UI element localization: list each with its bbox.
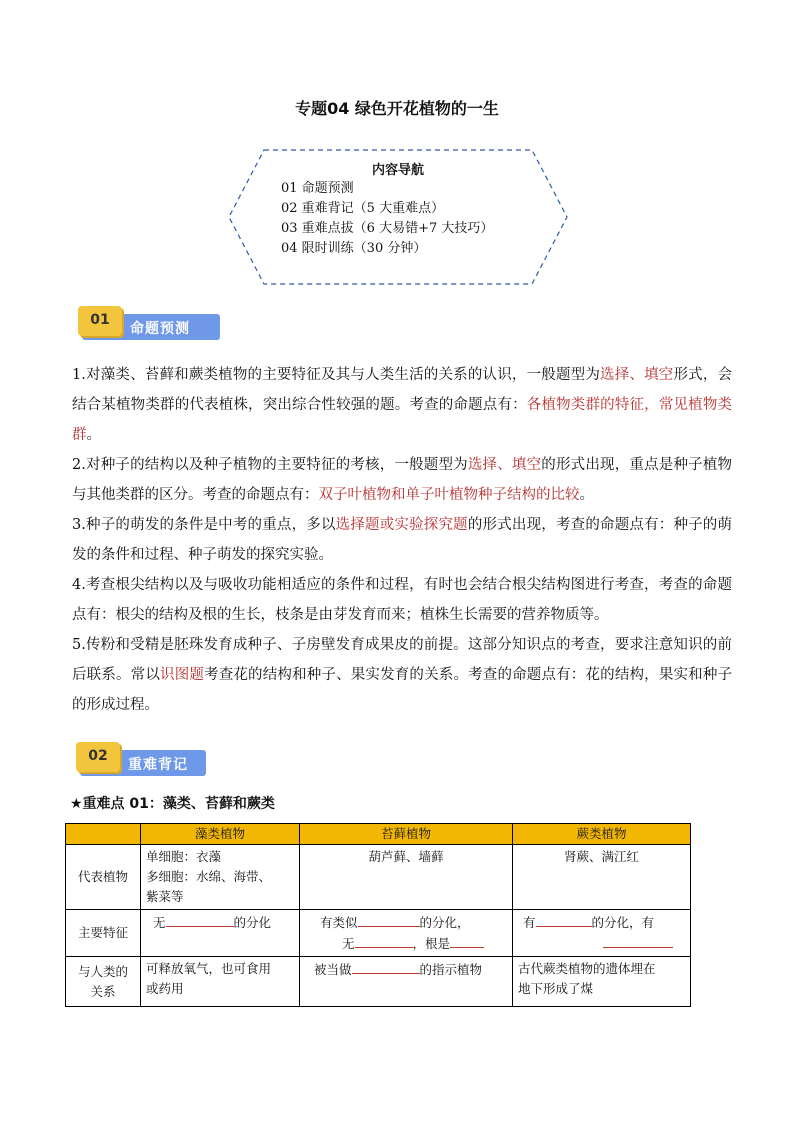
table-cell: 可释放氧气，也可食用 或药用 xyxy=(141,957,300,1007)
paragraph-2: 2.对种子的结构以及种子植物的主要特征的考核，一般题型为选择、填空的形式出现，重点是种子植物与其他类群的区分。考查的命题点有：双子叶植物和单子叶植物种子结构的比较。 xyxy=(72,457,733,503)
nav-item[interactable]: 04 限时训练（30 分钟） xyxy=(281,241,427,256)
section-number: 01 xyxy=(90,312,110,328)
section-label: 重难背记 xyxy=(128,757,188,773)
nav-item[interactable]: 02 重难背记（5 大重难点） xyxy=(281,201,445,216)
page-title: 专题04 绿色开花植物的一生 xyxy=(295,99,499,118)
answer-blank[interactable] xyxy=(536,912,592,927)
table-row xyxy=(66,957,691,1007)
table-cell: 单细胞：衣藻 多细胞：水绵、海带、 紫菜等 xyxy=(141,845,300,910)
plant-comparison-table xyxy=(65,823,691,1007)
table-header-row xyxy=(66,824,691,845)
nav-item[interactable]: 01 命题预测 xyxy=(281,181,354,196)
answer-blank[interactable] xyxy=(352,959,420,974)
table-cell: 葫芦藓、墙藓 xyxy=(300,845,513,910)
table-cell: 有 的分化，有 xyxy=(513,910,691,957)
row-label: 代表植物 xyxy=(66,845,141,910)
nav-list xyxy=(281,179,493,259)
header-cell: 苔藓植物 xyxy=(300,824,513,845)
answer-blank[interactable] xyxy=(358,912,420,927)
header-cell xyxy=(66,824,141,845)
section-number: 02 xyxy=(88,748,108,764)
answer-blank[interactable] xyxy=(603,933,673,948)
table-cell: 有类似 的分化， 无 ，根是 xyxy=(300,910,513,957)
answer-blank[interactable] xyxy=(450,933,484,948)
table-row xyxy=(66,910,691,957)
nav-item[interactable]: 03 重难点拔（6 大易错+7 大技巧） xyxy=(281,221,494,236)
header-cell: 蕨类植物 xyxy=(513,824,691,845)
table-cell: 肾蕨、满江红 xyxy=(513,845,691,910)
prediction-paragraphs xyxy=(72,360,732,720)
answer-blank[interactable] xyxy=(355,933,413,948)
row-label: 主要特征 xyxy=(66,910,141,957)
content-nav-box xyxy=(228,149,568,285)
paragraph-3: 3.种子的萌发的条件是中考的重点，多以选择题或实验探究题的形式出现，考查的命题点有：种子的萌发的条件和过程、种子萌发的探究实验。 xyxy=(72,517,732,563)
section-label: 命题预测 xyxy=(130,321,190,337)
nav-heading: 内容导航 xyxy=(371,163,424,178)
section-badge-02 xyxy=(80,742,208,776)
answer-blank[interactable] xyxy=(166,912,234,927)
section-badge-01 xyxy=(82,306,222,340)
header-cell: 藻类植物 xyxy=(141,824,300,845)
key-point-heading: ★重难点 01：藻类、苔藓和蕨类 xyxy=(70,796,275,812)
table-cell: 无 的分化 xyxy=(141,910,300,957)
table-cell: 被当做 的指示植物 xyxy=(300,957,513,1007)
paragraph-4: 4.考查根尖结构以及与吸收功能相适应的条件和过程，有时也会结合根尖结构图进行考查，考查的命题点有：根尖的结构及根的生长，枝条是由芽发育而来；植株生长需要的营养物质等。 xyxy=(72,577,732,623)
paragraph-1: 1.对藻类、苔藓和蕨类植物的主要特征及其与人类生活的关系的认识，一般题型为选择、填空形式，会结合某植物类群的代表植株，突出综合性较强的题。考查的命题点有：各植物类群的特征，常见植物类群。 xyxy=(72,367,733,443)
row-label: 与人类的 关系 xyxy=(66,957,141,1007)
paragraph-5: 5.传粉和受精是胚珠发育成种子、子房壁发育成果皮的前提。这部分知识点的考查，要求注意知识的前后联系。常以识图题考查花的结构和种子、果实发育的关系。考查的命题点有：花的结构，果实和种子的形成过程。 xyxy=(72,637,733,713)
table-row xyxy=(66,845,691,910)
table-cell: 古代蕨类植物的遗体埋在 地下形成了煤 xyxy=(513,957,691,1007)
